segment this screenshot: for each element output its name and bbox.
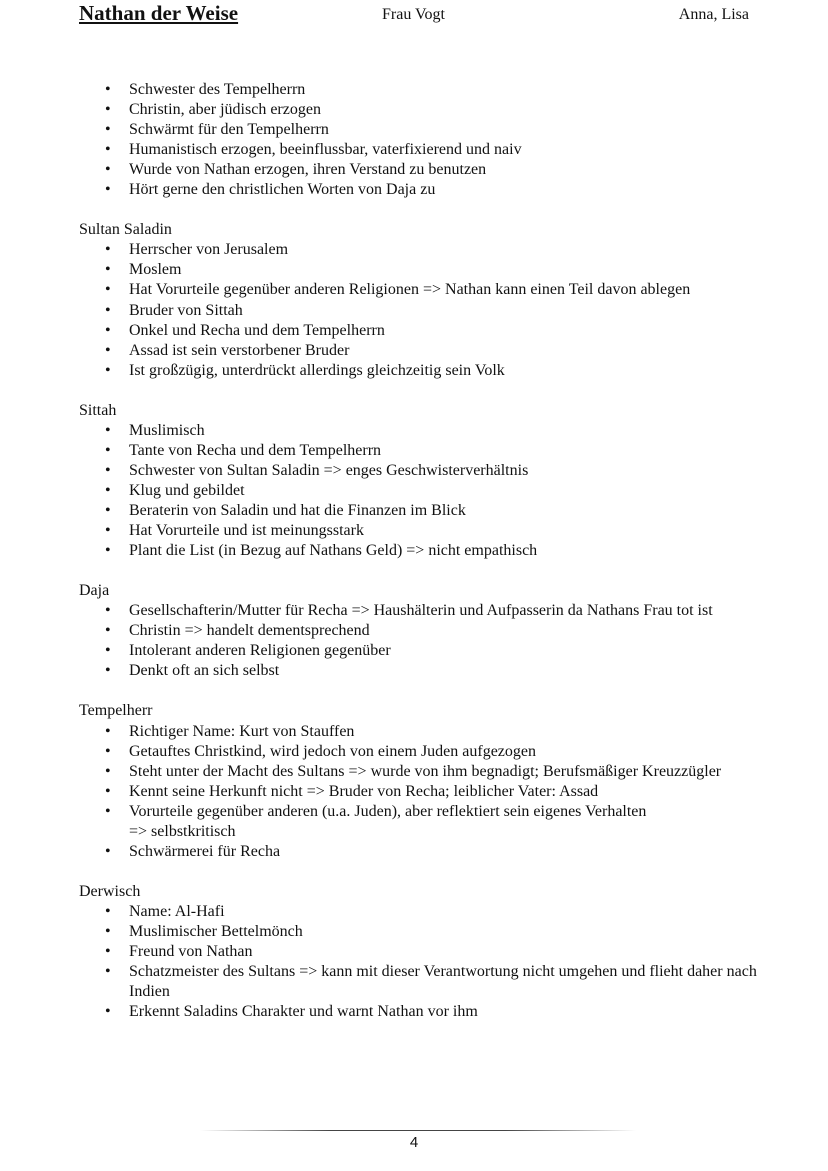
list-item: • Wurde von Nathan erzogen, ihren Verstand zu benutzen <box>79 160 779 180</box>
teacher-name: Frau Vogt <box>382 6 445 23</box>
section-gap <box>79 561 779 581</box>
list-item: • Tante von Recha und dem Tempelherrn <box>79 441 779 461</box>
list-item: • Humanistisch erzogen, beeinflussbar, vaterfixierend und naiv <box>79 140 779 160</box>
section-heading: Tempelherr <box>79 702 153 720</box>
list-item: • Muslimischer Bettelmönch <box>79 922 779 942</box>
list-item: • Christin, aber jüdisch erzogen <box>79 100 779 120</box>
bullet-list <box>79 80 779 200</box>
list-item: • Beraterin von Saladin und hat die Finanzen im Blick <box>79 501 779 521</box>
document-title: Nathan der Weise <box>79 1 239 25</box>
section-heading: Sultan Saladin <box>79 221 172 239</box>
list-item: • Klug und gebildet <box>79 481 779 501</box>
list-item: • Kennt seine Herkunft nicht => Bruder von Recha; leiblicher Vater: Assad <box>79 782 779 802</box>
list-item: • Hört gerne den christlichen Worten von Daja zu <box>79 180 779 200</box>
page-number: 4 <box>409 1134 419 1151</box>
list-item: • Erkennt Saladins Charakter und warnt Nathan vor ihm <box>79 1002 779 1022</box>
bullet-list <box>79 601 779 681</box>
list-item: • Getauftes Christkind, wird jedoch von einem Juden aufgezogen <box>79 742 779 762</box>
list-item: • Gesellschafterin/Mutter für Recha => Haushälterin und Aufpasserin da Nathans Frau tot ist <box>79 601 779 621</box>
list-item: • Schwärmt für den Tempelherrn <box>79 120 779 140</box>
list-item: • Schwärmerei für Recha <box>79 842 779 862</box>
list-item: • Freund von Nathan <box>79 942 779 962</box>
footer-divider <box>200 1130 636 1131</box>
bullet-list <box>79 421 779 561</box>
list-item: • Denkt oft an sich selbst <box>79 661 779 681</box>
document-body <box>79 80 779 1022</box>
list-item: • Richtiger Name: Kurt von Stauffen <box>79 722 779 742</box>
list-item: • Hat Vorurteile gegenüber anderen Religionen => Nathan kann einen Teil davon ablegen <box>79 280 779 300</box>
bullet-list <box>79 902 779 1022</box>
list-item: • Muslimisch <box>79 421 779 441</box>
bullet-list <box>79 722 779 862</box>
section-heading: Derwisch <box>79 882 141 900</box>
list-item: • Onkel und Recha und dem Tempelherrn <box>79 321 779 341</box>
section-gap <box>79 381 779 401</box>
section-gap <box>79 862 779 882</box>
section-gap <box>79 200 779 220</box>
list-item: • Hat Vorurteile und ist meinungsstark <box>79 521 779 541</box>
list-item: • Name: Al-Hafi <box>79 902 779 922</box>
list-item: • Bruder von Sittah <box>79 301 779 321</box>
list-item: • Schatzmeister des Sultans => kann mit dieser Verantwortung nicht umgehen und flieht daher nach Indien <box>79 962 779 1002</box>
author-names: Anna, Lisa <box>678 6 749 23</box>
list-item: • Moslem <box>79 260 779 280</box>
section-gap <box>79 681 779 701</box>
list-item: • Schwester von Sultan Saladin => enges Geschwisterverhältnis <box>79 461 779 481</box>
list-item: • Assad ist sein verstorbener Bruder <box>79 341 779 361</box>
list-item: • Herrscher von Jerusalem <box>79 240 779 260</box>
list-item: • Schwester des Tempelherrn <box>79 80 779 100</box>
bullet-list <box>79 240 779 380</box>
list-item: • Ist großzügig, unterdrückt allerdings gleichzeitig sein Volk <box>79 361 779 381</box>
list-item: • Christin => handelt dementsprechend <box>79 621 779 641</box>
list-item: • Plant die List (in Bezug auf Nathans Geld) => nicht empathisch <box>79 541 779 561</box>
list-item: • Vorurteile gegenüber anderen (u.a. Juden), aber reflektiert sein eigenes Verhalten => selbstkritisch <box>79 802 779 842</box>
section-heading: Daja <box>79 582 110 600</box>
list-item: • Intolerant anderen Religionen gegenüber <box>79 641 779 661</box>
list-item: • Steht unter der Macht des Sultans => wurde von ihm begnadigt; Berufsmäßiger Kreuzzügler <box>79 762 779 782</box>
section-heading: Sittah <box>79 401 117 419</box>
